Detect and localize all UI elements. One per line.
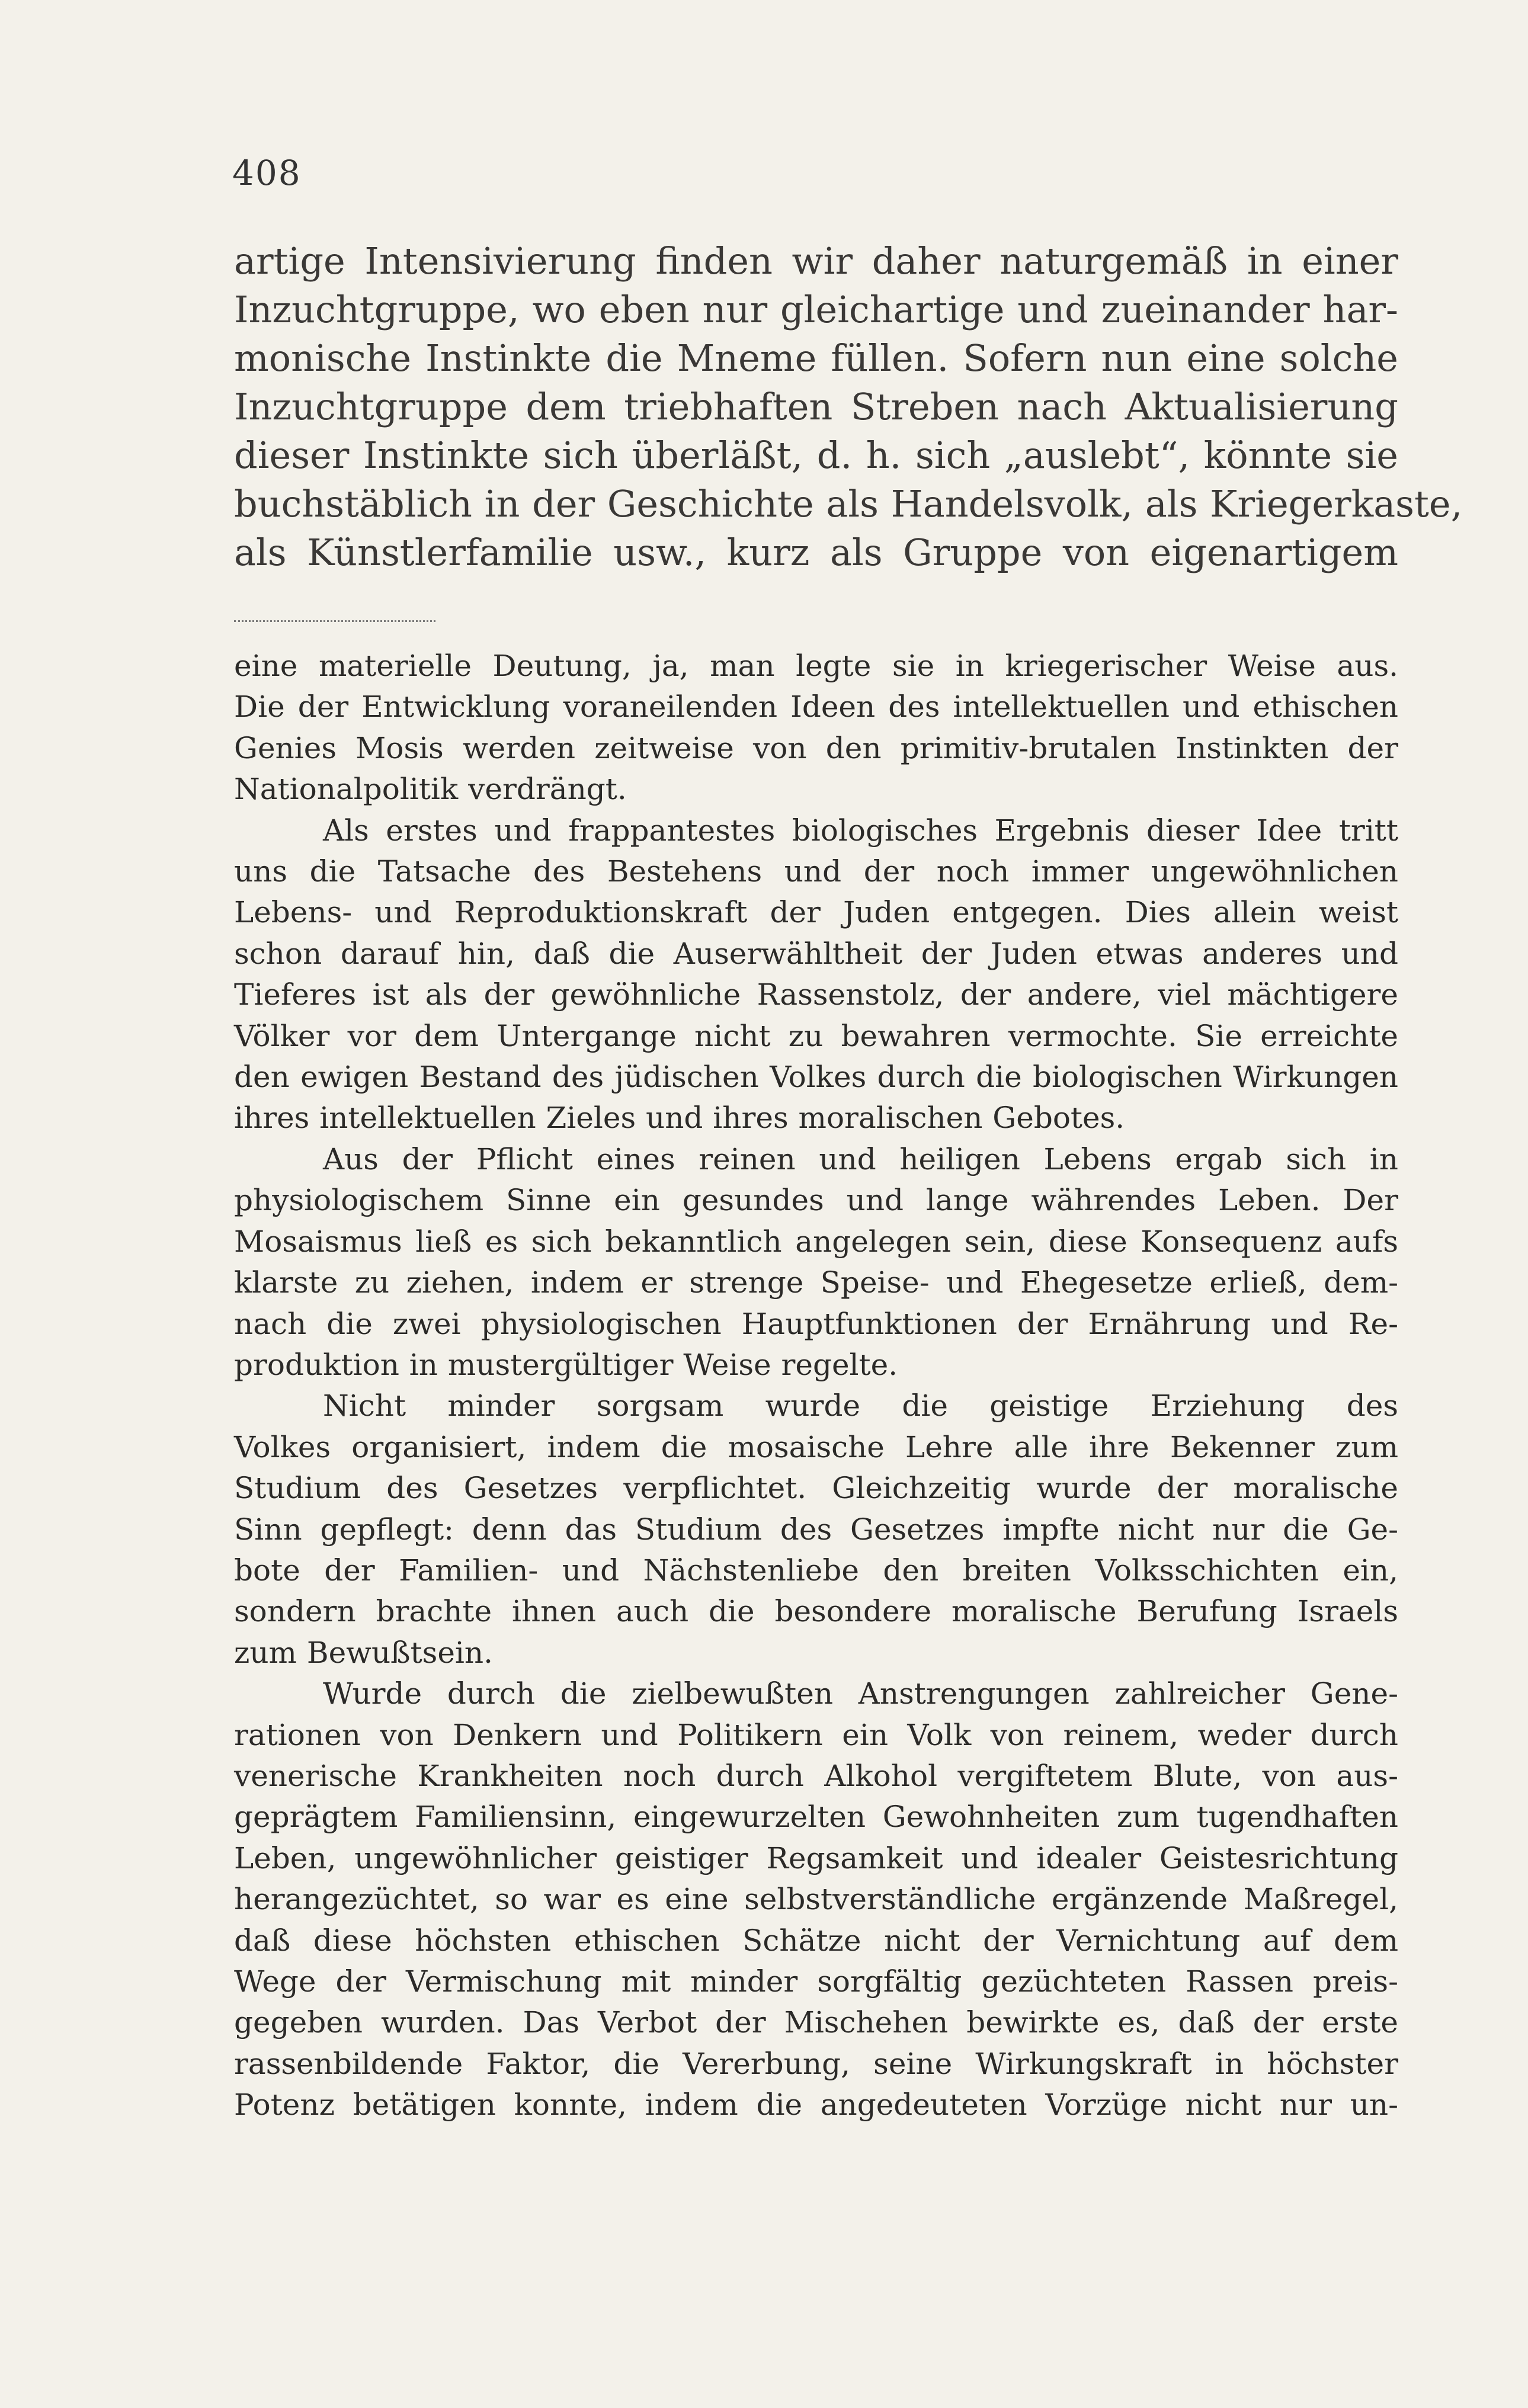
footnote-line: bote der Familien- und Nächstenliebe den breiten Volksschichten ein, [234, 1553, 1398, 1588]
footnote-line: rassenbildende Faktor, die Vererbung, seine Wirkungskraft in höchster [234, 2046, 1398, 2081]
footnote-line: eine materielle Deutung, ja, man legte sie in kriegerischer Weise aus. [234, 649, 1398, 683]
footnote-line: sondern brachte ihnen auch die besondere moralische Berufung Israels [234, 1594, 1398, 1629]
footnote-text-block [234, 646, 1398, 2126]
footnote-line: uns die Tatsache des Bestehens und der noch immer ungewöhnlichen [234, 854, 1398, 889]
footnote-line: Als erstes und frappantestes biologisches Ergebnis dieser Idee tritt [323, 813, 1398, 848]
text-line: dieser Instinkte sich überläßt, d. h. sich „auslebt“, könnte sie [234, 434, 1398, 477]
footnote-line: Genies Mosis werden zeitweise von den primitiv-brutalen Instinkten der [234, 730, 1398, 765]
footnote-line: herangezüchtet, so war es eine selbstverständliche ergänzende Maßregel, [234, 1882, 1398, 1917]
footnote-line: Völker vor dem Untergange nicht zu bewahren vermochte. Sie erreichte [234, 1018, 1398, 1053]
page-number: 408 [232, 153, 302, 193]
footnote-line: klarste zu ziehen, indem er strenge Speise- und Ehegesetze erließ, dem- [234, 1265, 1398, 1300]
footnote-line: nach die zwei physiologischen Hauptfunktionen der Ernährung und Re- [234, 1306, 1398, 1341]
footnote-line: ihres intellektuellen Zieles und ihres moralischen Gebotes. [234, 1101, 1125, 1136]
footnote-line: Wege der Vermischung mit minder sorgfältig gezüchteten Rassen preis- [234, 1964, 1398, 1999]
text-line: artige Intensivierung finden wir daher naturgemäß in einer [234, 239, 1398, 283]
footnote-line: Die der Entwicklung voraneilenden Ideen des intellektuellen und ethischen [234, 690, 1398, 724]
text-line: Inzuchtgruppe dem triebhaften Streben nach Aktualisierung [234, 385, 1398, 428]
footnote-line: Mosaismus ließ es sich bekanntlich angelegen sein, diese Konsequenz aufs [234, 1224, 1398, 1259]
footnote-line: Sinn gepflegt: denn das Studium des Gesetzes impfte nicht nur die Ge- [234, 1512, 1398, 1547]
text-line: als Künstlerfamilie usw., kurz als Gruppe von eigenartigem [234, 531, 1398, 574]
footnote-line: schon darauf hin, daß die Auserwähltheit der Juden etwas anderes und [234, 936, 1398, 971]
footnote-line: Nicht minder sorgsam wurde die geistige Erziehung des [323, 1389, 1398, 1423]
footnote-line: den ewigen Bestand des jüdischen Volkes durch die biologischen Wirkungen [234, 1060, 1398, 1095]
footnote-line: Studium des Gesetzes verpflichtet. Gleichzeitig wurde der moralische [234, 1471, 1398, 1506]
footnote-line: Potenz betätigen konnte, indem die angedeuteten Vorzüge nicht nur un- [234, 2088, 1398, 2122]
footnote-line: gegeben wurden. Das Verbot der Mischehen bewirkte es, daß der erste [234, 2005, 1398, 2040]
footnote-line: Volkes organisiert, indem die mosaische Lehre alle ihre Bekenner zum [234, 1429, 1398, 1464]
footnote-line: Tieferes ist als der gewöhnliche Rassenstolz, der andere, viel mächtigere [234, 977, 1398, 1012]
footnote-line: Lebens- und Reproduktionskraft der Juden entgegen. Dies allein weist [234, 895, 1398, 930]
main-text-block [234, 237, 1463, 577]
footnote-line: Wurde durch die zielbewußten Anstrengungen zahlreicher Gene- [323, 1676, 1398, 1711]
footnote-line: geprägtem Familiensinn, eingewurzelten Gewohnheiten zum tugendhaften [234, 1800, 1398, 1835]
footnote-line: Aus der Pflicht eines reinen und heiligen Lebens ergab sich in [323, 1142, 1398, 1176]
footnote-line: Leben, ungewöhnlicher geistiger Regsamkeit und idealer Geistesrichtung [234, 1841, 1398, 1875]
footnote-line: zum Bewußtsein. [234, 1635, 494, 1670]
text-line: buchstäblich in der Geschichte als Handelsvolk, als Kriegerkaste, [234, 482, 1463, 525]
footnote-line: Nationalpolitik verdrängt. [234, 772, 627, 807]
footnote-line: daß diese höchsten ethischen Schätze nicht der Vernichtung auf dem [234, 1923, 1398, 1958]
footnote-line: physiologischem Sinne ein gesundes und lange währendes Leben. Der [234, 1183, 1398, 1218]
footnote-separator [234, 620, 435, 622]
text-line: Inzuchtgruppe, wo eben nur gleichartige und zueinander har- [234, 288, 1398, 331]
text-line: monische Instinkte die Mneme füllen. Sofern nun eine solche [234, 336, 1398, 380]
footnote-line: rationen von Denkern und Politikern ein Volk von reinem, weder durch [234, 1717, 1398, 1752]
footnote-line: produktion in mustergültiger Weise regelte. [234, 1347, 898, 1382]
footnote-line: venerische Krankheiten noch durch Alkohol vergiftetem Blute, von aus- [234, 1758, 1398, 1793]
